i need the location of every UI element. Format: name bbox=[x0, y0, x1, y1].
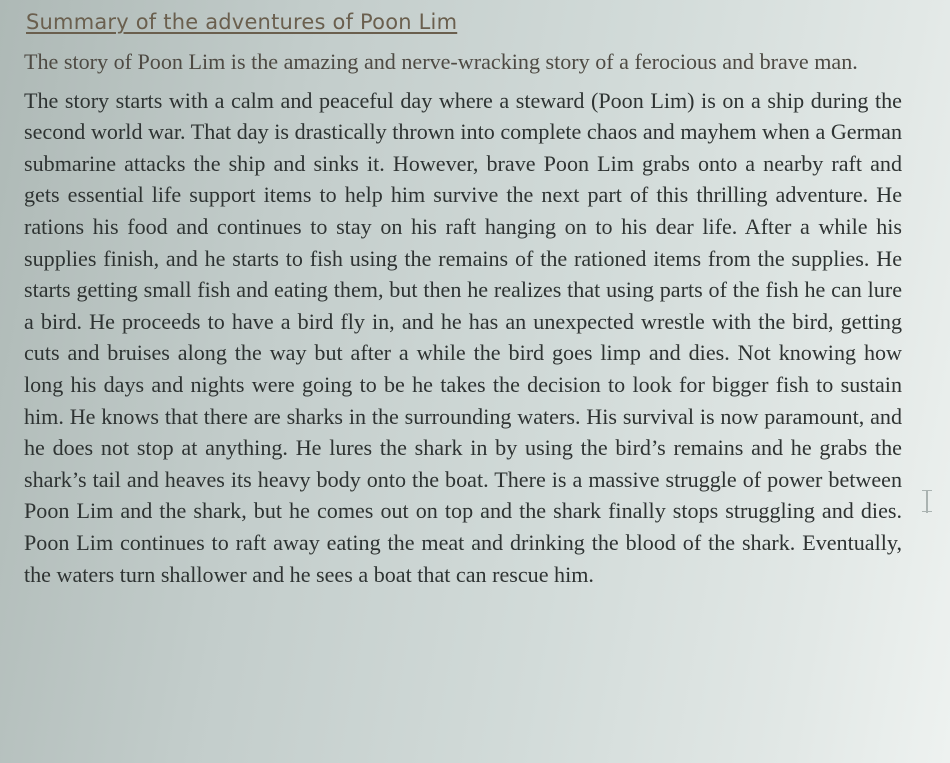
document-title: Summary of the adventures of Poon Lim bbox=[26, 10, 458, 34]
intro-paragraph[interactable]: The story of Poon Lim is the amazing and nerve-wracking story of a ferocious and brave man. bbox=[24, 49, 858, 74]
summary-paragraph[interactable]: The story starts with a calm and peaceful day where a steward (Poon Lim) is on a ship during the second world war. That day is drastically thrown into complete chaos and mayhem when a German submarine attacks the ship and sinks it. However, brave Poon Lim grabs onto a nearby raft and gets essential life support items to help him survive the next part of this thrilling adventure. He rations his food and continues to stay on his raft hanging on to his dear life. After a while his supplies finish, and he starts to fish using the remains of the rationed items from the supplies. He starts getting small fish and eating them, but then he realizes that using parts of the fish he can lure a bird. He proceeds to have a bird fly in, and he has an unexpected wrestle with the bird, getting cuts and bruises along the way but after a while the bird goes limp and dies. Not knowing how long his days and nights were going to be he takes the decision to look for bigger fish to sustain him. He knows that there are sharks in the surrounding waters. His survival is now paramount, and he does not stop at anything. He lures the shark in by using the bird’s remains and he grabs the shark’s tail and heaves its heavy body onto the boat. There is a massive struggle of power between Poon Lim and the shark, but he comes out on top and the shark finally stops struggling and dies. Poon Lim continues to raft away eating the meat and drinking the blood of the shark. Eventually, the waters turn shallower and he sees a boat that can rescue him. bbox=[24, 87, 902, 587]
i-beam-cursor-icon bbox=[920, 489, 934, 515]
